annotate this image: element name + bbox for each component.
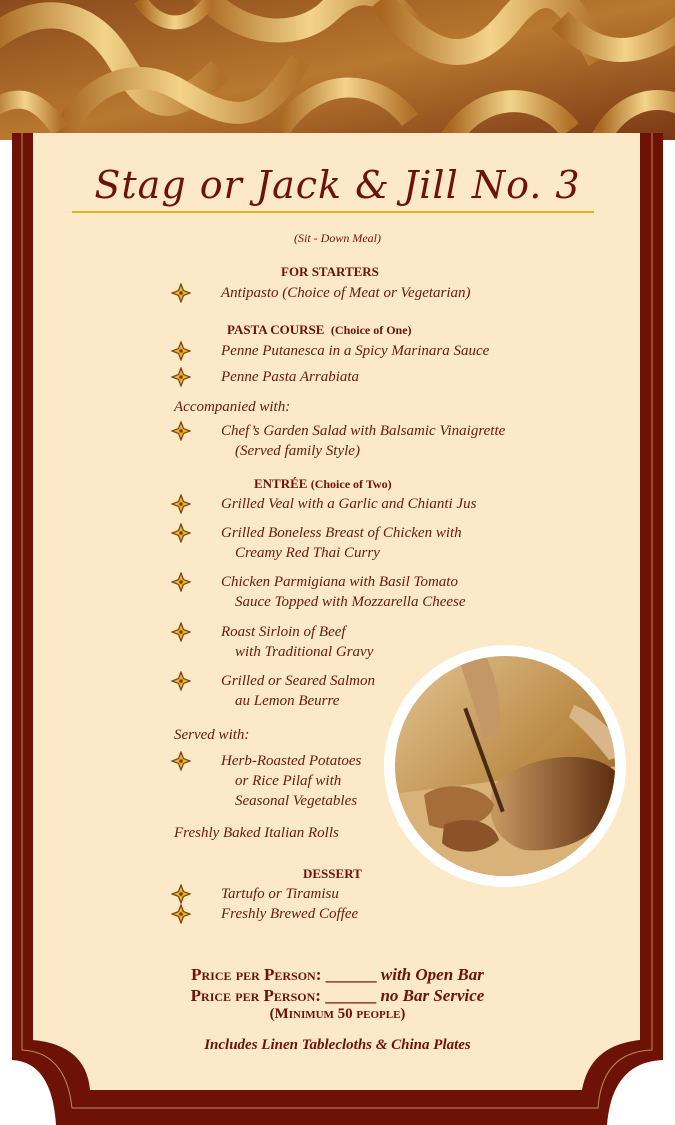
gold-star-bullet-icon xyxy=(171,341,191,361)
carving-beef-photo xyxy=(384,645,626,887)
gold-star-bullet-icon xyxy=(171,572,191,592)
price-blank: ______ xyxy=(325,986,377,1005)
list-item: Penne Pasta Arrabiata xyxy=(221,369,360,385)
price-label: Price per Person: xyxy=(190,986,321,1005)
list-item xyxy=(221,421,505,461)
pasta-choice: (Choice of One) xyxy=(330,323,412,337)
price-label: Price per Person: xyxy=(191,965,322,984)
dessert-heading: DESSERT xyxy=(303,866,362,881)
item-line: Grilled Boneless Breast of Chicken with xyxy=(221,525,462,541)
item-line: (Served family Style) xyxy=(235,443,360,459)
gold-star-bullet-icon xyxy=(171,671,191,691)
gold-star-bullet-icon xyxy=(171,494,191,514)
gold-star-bullet-icon xyxy=(171,367,191,387)
served-label: Served with: xyxy=(174,727,250,743)
rolls-note: Freshly Baked Italian Rolls xyxy=(174,825,339,841)
item-line: Herb-Roasted Potatoes xyxy=(221,753,362,769)
pasta-heading xyxy=(227,322,412,338)
item-line: au Lemon Beurre xyxy=(235,693,340,709)
menu-title: Stag or Jack & Jill No. 3 xyxy=(94,163,581,207)
list-item xyxy=(221,572,466,612)
price-option: with Open Bar xyxy=(380,965,484,984)
starters-heading: FOR STARTERS xyxy=(281,264,379,279)
item-line: Chicken Parmigiana with Basil Tomato xyxy=(221,574,458,590)
list-item: Penne Putanesca in a Spicy Marinara Sauce xyxy=(221,343,490,359)
gold-star-bullet-icon xyxy=(171,904,191,924)
price-no-bar xyxy=(0,986,675,1006)
item-line: or Rice Pilaf with xyxy=(235,773,342,789)
list-item xyxy=(221,523,462,563)
includes-note: Includes Linen Tablecloths & China Plates xyxy=(204,1037,471,1053)
gold-star-bullet-icon xyxy=(171,622,191,642)
price-blank: ______ xyxy=(325,965,377,984)
list-item xyxy=(221,751,361,811)
list-item: Freshly Brewed Coffee xyxy=(221,906,359,922)
gold-star-bullet-icon xyxy=(171,283,191,303)
item-line: Seasonal Vegetables xyxy=(235,793,358,809)
price-open-bar xyxy=(0,965,675,985)
list-item: Tartufo or Tiramisu xyxy=(221,886,339,902)
gold-star-bullet-icon xyxy=(171,523,191,543)
price-option: no Bar Service xyxy=(380,986,485,1005)
list-item: Antipasto (Choice of Meat or Vegetarian) xyxy=(221,285,471,301)
item-line: Grilled or Seared Salmon xyxy=(221,673,376,689)
accompanied-label: Accompanied with: xyxy=(174,399,291,415)
list-item xyxy=(221,622,373,662)
item-line: with Traditional Gravy xyxy=(235,644,374,660)
item-line: Creamy Red Thai Curry xyxy=(235,545,380,561)
gold-star-bullet-icon xyxy=(171,884,191,904)
menu-subtitle: (Sit - Down Meal) xyxy=(294,231,381,245)
item-line: Chef’s Garden Salad with Balsamic Vinaigrette xyxy=(221,423,506,439)
title-underline xyxy=(72,211,594,213)
entree-heading xyxy=(254,476,392,492)
photo-image xyxy=(384,645,626,887)
pasta-heading-label: PASTA COURSE xyxy=(227,322,325,337)
entree-heading-label: ENTRÉE xyxy=(254,476,308,491)
list-item xyxy=(221,671,375,711)
list-item: Grilled Veal with a Garlic and Chianti Jus xyxy=(221,496,477,512)
item-line: Roast Sirloin of Beef xyxy=(221,624,346,640)
gold-star-bullet-icon xyxy=(171,421,191,441)
gold-star-bullet-icon xyxy=(171,751,191,771)
item-line: Sauce Topped with Mozzarella Cheese xyxy=(235,594,466,610)
minimum-note: (Minimum 50 people) xyxy=(269,1006,406,1022)
entree-choice: (Choice of Two) xyxy=(310,477,392,491)
